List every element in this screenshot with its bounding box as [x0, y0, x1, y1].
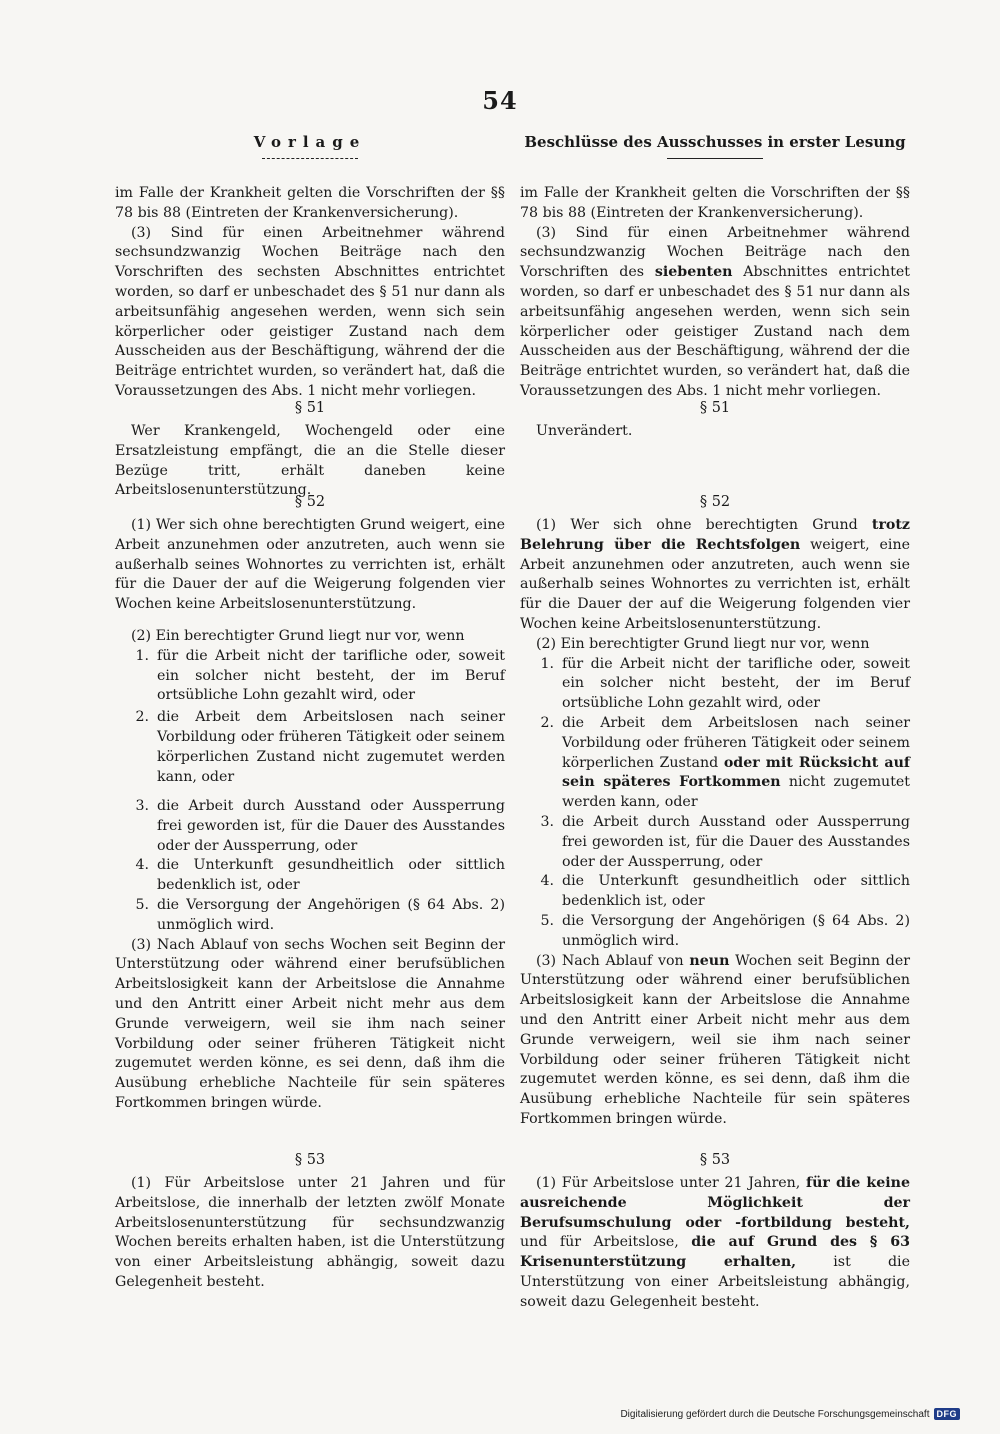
left-section-52 — [115, 492, 505, 615]
left-item-2: 2. die Arbeit dem Arbeitslosen nach seiner Vorbildung oder früheren Tätigkeit oder seinem körperlichen Zustand nicht zugemutet werden kann, oder — [135, 709, 505, 785]
right-header-rule — [667, 158, 763, 160]
right-amend-fortkommen: oder mit Rücksicht auf sein späteres Fortkommen — [562, 754, 910, 791]
right-s51-heading: § 51 — [699, 400, 731, 416]
left-section-51 — [115, 398, 505, 501]
left-item-3: 3. die Arbeit durch Ausstand oder Aussperrung frei geworden ist, für die Dauer des Ausstandes oder der Aussperrung, oder — [135, 798, 505, 854]
right-p50-abs3: (3) Sind für einen Arbeitnehmer während sechsundzwanzig Wochen Beiträge nach den Vorschriften des siebenten Abschnittes entrichtet worden, so darf er unbeschadet des § 51 nur dann als arbeitsunfähig angesehen werden, wenn sich sein körperlicher oder geistiger Zustand nach dem Ausscheiden aus der Beschäftigung, während der die Beiträge entrichtet wurden, so verändert hat, daß die Voraussetzungen des Abs. 1 nicht mehr vorliegen. — [520, 224, 910, 399]
right-amend-belehrung: trotz Belehrung über die Rechtsfolgen — [520, 517, 910, 553]
dfg-logo-icon: DFG — [934, 1408, 961, 1420]
left-carry-over: im Falle der Krankheit gelten die Vorschriften der §§ 78 bis 88 (Eintreten der Krankenversicherung). — [115, 185, 505, 221]
left-s51-text: Wer Krankengeld, Wochengeld oder eine Ersatzleistung empfängt, die an die Stelle dieser Bezüge tritt, erhält daneben keine Arbeitslosenunterstützung. — [115, 423, 505, 499]
left-p50-abs3: (3) Sind für einen Arbeitnehmer während sechsundzwanzig Wochen Beiträge nach den Vorschriften des sechsten Abschnittes entrichtet worden, so darf er unbeschadet des § 51 nur dann als arbeitsunfähig angesehen werden, wenn sich sein körperlicher oder geistiger Zustand nach dem Ausscheiden aus der Beschäftigung, während der die Beiträge entrichtet wurden, so verändert hat, daß die Voraussetzungen des Abs. 1 nicht mehr vorliegen. — [115, 224, 505, 399]
left-column-header: Vorlage — [253, 133, 367, 151]
left-s52-abs3: (3) Nach Ablauf von sechs Wochen seit Beginn der Unterstützung oder während einer berufsüblichen Arbeitslosigkeit kann der Arbeitslose die Annahme und den Antritt einer Arbeit nicht mehr aus dem Grunde verweigern, weil sie ihm nach seiner Vorbildung oder seiner früheren Tätigkeit nicht zugemutet werden könne, es sei denn, daß ihm die Ausübung erhebliche Nachteile für sein späteres Fortkommen bringen würde. — [115, 936, 505, 1111]
right-amend-berufsumschulung: für die keine ausreichende Möglichkeit der Berufsumschulung oder -fortbildung besteht, — [520, 1175, 910, 1231]
right-item-5: 5. die Versorgung der Angehörigen (§ 64 Abs. 2) unmöglich wird. — [540, 912, 910, 949]
left-carry-over-block — [115, 184, 505, 402]
right-s53-abs1: (1) Für Arbeitslose unter 21 Jahren, für die keine ausreichende Möglichkeit der Berufsumschulung oder -fortbildung besteht, und für Arbeitslose, die auf Grund des § 63 Krisenunterstützung erhalten, ist die Unterstützung von einer Arbeitsleistung abhängig, soweit dazu Gelegenheit besteht. — [520, 1175, 910, 1310]
right-item-4: 4. die Unterkunft gesundheitlich oder sittlich bedenklich ist, oder — [540, 873, 910, 910]
right-section-53 — [520, 1150, 910, 1313]
right-column — [520, 130, 910, 1310]
right-carry-over-block — [520, 184, 910, 402]
left-s52-abs2: (2) Ein berechtigter Grund liegt nur vor, wenn — [131, 628, 465, 644]
left-s53-heading: § 53 — [294, 1152, 326, 1168]
right-section-52 — [520, 492, 910, 1130]
right-s53-heading: § 53 — [699, 1152, 731, 1168]
right-item-1: 1. für die Arbeit nicht der tarifliche oder, soweit ein solcher nicht besteht, der im Beruf ortsübliche Lohn gezahlt wird, oder — [540, 655, 910, 712]
left-item-4: 4. die Unterkunft gesundheitlich oder sittlich bedenklich ist, oder — [135, 857, 505, 894]
right-item-2: 2. die Arbeit dem Arbeitslosen nach seiner Vorbildung oder früheren Tätigkeit oder seinem körperlichen Zustand oder mit Rücksicht auf sein späteres Fortkommen nicht zugemutet werden kann, oder — [540, 714, 910, 811]
right-s52-abs2: (2) Ein berechtigter Grund liegt nur vor, wenn — [536, 635, 870, 652]
right-s51-text: Unverändert. — [536, 423, 633, 439]
footer-text: Digitalisierung gefördert durch die Deutsche Forschungsgemeinschaft — [620, 1408, 930, 1420]
left-column — [115, 130, 505, 1290]
left-item-5: 5. die Versorgung der Angehörigen (§ 64 Abs. 2) unmöglich wird. — [135, 896, 505, 933]
right-item-3: 3. die Arbeit durch Ausstand oder Aussperrung frei geworden ist, für die Dauer des Ausstandes oder der Aussperrung, oder — [540, 813, 910, 870]
right-amend-siebenten: siebenten — [654, 264, 733, 281]
right-amend-neun: neun — [689, 952, 730, 969]
right-s52-abs3: (3) Nach Ablauf von neun Wochen seit Beginn der Unterstützung oder während einer berufsüblichen Arbeitslosigkeit kann der Arbeitslose die Annahme und den Antritt einer Arbeit nicht mehr aus dem Grunde verweigern, weil sie ihm nach seiner Vorbildung oder seiner früheren Tätigkeit nicht zugemutet werden könne, es sei denn, daß ihm die Ausübung erhebliche Nachteile für sein späteres Fortkommen bringen würde. — [520, 952, 910, 1127]
left-s53-abs1: (1) Für Arbeitslose unter 21 Jahren und für Arbeitslose, die innerhalb der letzten zwölf Monate Arbeitslosenunterstützung für sechsundzwanzig Wochen bereits erhalten haben, ist die Unterstützung von einer Arbeitsleistung abhängig, soweit dazu Gelegenheit besteht. — [115, 1175, 505, 1290]
page-number: 54 — [482, 86, 518, 115]
right-carry-over: im Falle der Krankheit gelten die Vorschriften der §§ 78 bis 88 (Eintreten der Krankenversicherung). — [520, 185, 910, 221]
left-item-1: 1. für die Arbeit nicht der tarifliche oder, soweit ein solcher nicht besteht, der im Beruf ortsübliche Lohn gezahlt wird, oder — [135, 647, 505, 704]
left-header-rule — [262, 158, 358, 160]
left-items-3-5 — [115, 797, 505, 1114]
left-section-53 — [115, 1150, 505, 1293]
left-s52-heading: § 52 — [294, 494, 326, 510]
right-s52-heading: § 52 — [699, 494, 731, 510]
right-column-header: Beschlüsse des Ausschusses in erster Lesung — [524, 133, 906, 151]
left-s52-abs2-block — [115, 627, 505, 787]
left-s51-heading: § 51 — [294, 400, 326, 416]
right-s52-abs1: (1) Wer sich ohne berechtigten Grund trotz Belehrung über die Rechtsfolgen weigert, eine Arbeit anzunehmen oder anzutreten, auch wenn sie außerhalb seines Wohnortes zu verrichten ist, erhält für die Dauer der auf die Weigerung folgenden vier Wochen keine Arbeitslosenunterstützung. — [520, 517, 910, 632]
right-amend-krisenunterstuetzung: die auf Grund des § 63 Krisenunterstützung erhalten, — [520, 1234, 910, 1271]
footer — [620, 1408, 960, 1420]
left-s52-abs1: (1) Wer sich ohne berechtigten Grund weigert, eine Arbeit anzunehmen oder anzutreten, auch wenn sie außerhalb seines Wohnortes zu verrichten ist, erhält für die Dauer der auf die Weigerung folgenden vier Wochen keine Arbeitslosenunterstützung. — [115, 517, 505, 613]
right-section-51 — [520, 398, 910, 442]
